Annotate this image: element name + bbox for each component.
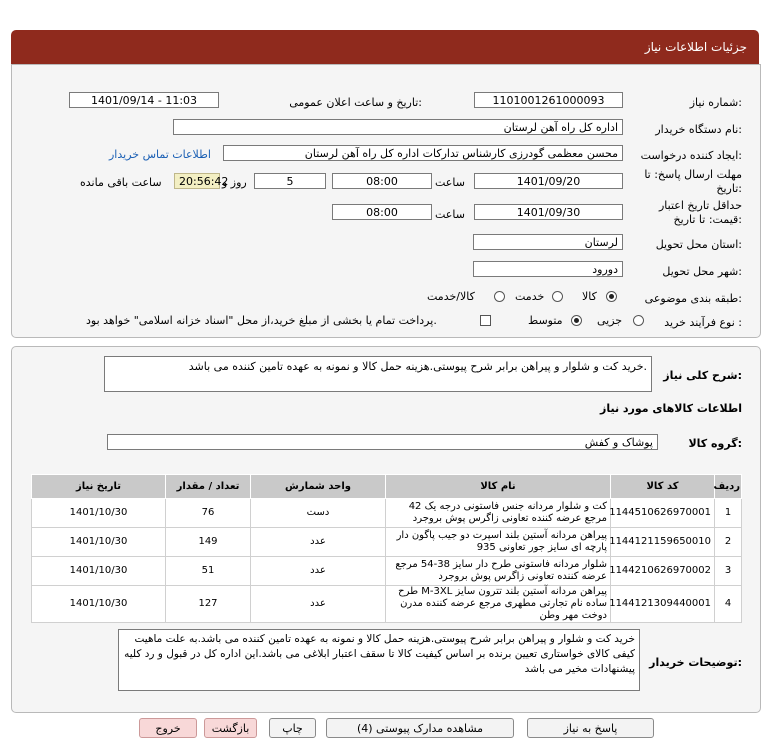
table-row [32, 557, 742, 586]
col-unit: واحد شمارش [251, 475, 386, 499]
process-radio-medium[interactable] [571, 315, 582, 326]
row-code: 1144510626970001 [611, 499, 715, 528]
col-date: تاریخ نیاز [32, 475, 166, 499]
table-row [32, 499, 742, 528]
row-unit: عدد [251, 586, 386, 623]
row-date: 1401/10/30 [32, 557, 166, 586]
validity-label [659, 199, 742, 227]
category-radio-goods-service[interactable] [494, 291, 505, 302]
row-code: 1144121159650010 [611, 528, 715, 557]
deadline-label [644, 168, 742, 196]
city-label: شهر محل تحویل: [662, 265, 742, 278]
row-idx: 3 [715, 557, 742, 586]
validity-label-line1: حداقل تاریخ اعتبار [658, 199, 742, 212]
buyer-notes-label: توضیحات خریدار: [649, 656, 742, 669]
need-number-label: شماره نیاز: [689, 96, 742, 109]
row-date: 1401/10/30 [32, 528, 166, 557]
row-date: 1401/10/30 [32, 586, 166, 623]
process-option-medium: متوسط [528, 314, 563, 327]
back-button[interactable]: بازگشت [204, 718, 257, 738]
treasury-payment-checkbox[interactable] [480, 315, 491, 326]
row-qty: 76 [166, 499, 251, 528]
row-name: پیراهن مردانه آستین بلند اسپرت دو جیب پاگون دار پارچه ای سایز جور تعاونی 935 [386, 528, 611, 557]
category-radio-goods[interactable] [606, 291, 617, 302]
process-option-minor: جزیی [597, 314, 623, 327]
remaining-time-field: 20:56:42 [174, 173, 220, 189]
row-idx: 4 [715, 586, 742, 623]
summary-field: خرید کت و شلوار و پیراهن برابر شرح پیوستی.هزینه حمل کالا و نمونه به عهده تامین کننده می باشد. [104, 356, 652, 392]
goods-group-field: پوشاک و کفش [107, 434, 658, 450]
goods-table [31, 474, 742, 623]
goods-section-title: اطلاعات کالاهای مورد نیاز [600, 402, 742, 415]
col-name: نام کالا [386, 475, 611, 499]
deadline-time-field: 08:00 [332, 173, 432, 189]
buyer-org-field: اداره کل راه آهن لرستان [173, 119, 623, 135]
creator-label: ایجاد کننده درخواست: [640, 149, 742, 162]
table-row [32, 528, 742, 557]
row-name: شلوار مردانه فاستونی طرح دار سایز 38-54 مرجع عرضه کننده تعاونی زاگرس پوش بروجرد [386, 557, 611, 586]
summary-label: شرح کلی نیاز: [663, 369, 742, 382]
category-label: طبقه بندی موضوعی: [644, 292, 742, 305]
goods-group-label: گروه کالا: [688, 437, 742, 450]
process-radio-minor[interactable] [633, 315, 644, 326]
print-button[interactable]: چاپ [269, 718, 316, 738]
process-label: نوع فرآیند خرید : [664, 316, 742, 329]
buyer-org-label: نام دستگاه خریدار: [655, 123, 742, 136]
city-field: دورود [473, 261, 623, 277]
days-field: 5 [254, 173, 326, 189]
col-qty: تعداد / مقدار [166, 475, 251, 499]
row-qty: 51 [166, 557, 251, 586]
need-number-field: 1101001261000093 [474, 92, 623, 108]
days-label: روز و [222, 176, 247, 189]
category-option-goods-service: کالا/خدمت [427, 290, 475, 303]
page-title: جزئیات اطلاعات نیاز [644, 40, 747, 54]
row-code: 1144121309440001 [611, 586, 715, 623]
treasury-payment-note: پرداخت تمام یا بخشی از مبلغ خرید،از محل "اسناد خزانه اسلامی" خواهد بود. [86, 314, 437, 327]
row-code: 1144210626970002 [611, 557, 715, 586]
col-code: کد کالا [611, 475, 715, 499]
attachments-button[interactable]: مشاهده مدارک پیوستی (4) [326, 718, 514, 738]
deadline-label-line2: تاریخ: [716, 182, 742, 195]
row-name: پیراهن مردانه آستین بلند تترون سایز M-3XL طرح ساده نام تجارتی مطهری مرجع عرضه کننده مدرن دوخت مهر وطن [386, 586, 611, 623]
validity-time-label: ساعت [435, 208, 465, 221]
announce-field: 1401/09/14 - 11:03 [69, 92, 219, 108]
province-label: استان محل تحویل: [655, 238, 742, 251]
validity-date-field: 1401/09/30 [474, 204, 623, 220]
category-option-service: خدمت [515, 290, 545, 303]
remaining-time-label: ساعت باقی مانده [80, 176, 162, 189]
announce-label: تاریخ و ساعت اعلان عمومی: [289, 96, 422, 109]
row-unit: عدد [251, 557, 386, 586]
buyer-notes-field: خرید کت و شلوار و پیراهن برابر شرح پیوستی.هزینه حمل کالا و نمونه به عهده تامین کننده می باشد.به علت ماهیت کیفی کالای خواستاری تعیین برنده بر اساس کیفیت کالا تا سقف اعتبار ابلاغی می باشد.این اداره کل در قبول و رد کلیه پیشنهادات مخیر می باشد [118, 629, 640, 691]
creator-field: محسن معظمی گودرزی کارشناس تدارکات اداره کل راه آهن لرستان [223, 145, 623, 161]
category-option-goods: کالا [582, 290, 597, 303]
province-field: لرستان [473, 234, 623, 250]
deadline-label-line1: مهلت ارسال پاسخ: تا [644, 168, 742, 181]
row-name: کت و شلوار مردانه جنس فاستونی درجه یک 42 مرجع عرضه کننده تعاونی زاگرس پوش بروجرد [386, 499, 611, 528]
col-idx: ردیف [715, 475, 742, 499]
row-idx: 2 [715, 528, 742, 557]
deadline-date-field: 1401/09/20 [474, 173, 623, 189]
category-radio-service[interactable] [552, 291, 563, 302]
row-idx: 1 [715, 499, 742, 528]
row-date: 1401/10/30 [32, 499, 166, 528]
deadline-time-label: ساعت [435, 176, 465, 189]
goods-table-header [32, 475, 742, 499]
buyer-contact-link[interactable]: اطلاعات تماس خریدار [109, 148, 211, 161]
row-qty: 149 [166, 528, 251, 557]
row-qty: 127 [166, 586, 251, 623]
row-unit: دست [251, 499, 386, 528]
validity-time-field: 08:00 [332, 204, 432, 220]
page-header [11, 30, 759, 64]
validity-label-line2: قیمت: تا تاریخ: [673, 213, 742, 226]
row-unit: عدد [251, 528, 386, 557]
exit-button[interactable]: خروج [139, 718, 197, 738]
table-row [32, 586, 742, 623]
reply-button[interactable]: پاسخ به نیاز [527, 718, 654, 738]
